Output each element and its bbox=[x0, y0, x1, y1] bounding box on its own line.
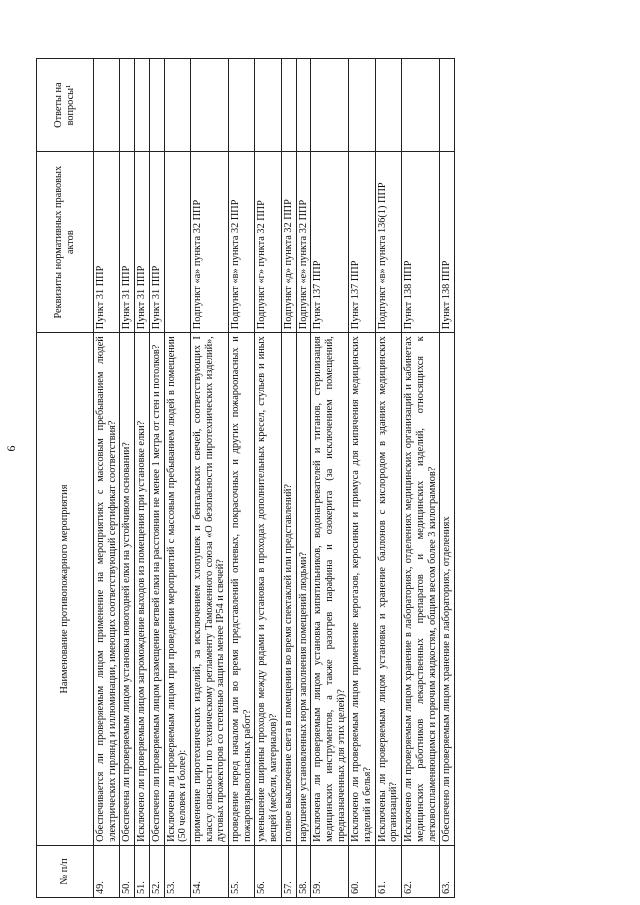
table-row bbox=[281, 59, 296, 898]
table-row bbox=[440, 59, 455, 898]
row-measure-name: Обеспечено ли проверяемым лицом хранение в лабораториях, отделениях bbox=[440, 333, 455, 846]
table-row bbox=[120, 59, 135, 898]
header-num: № п/п bbox=[37, 845, 94, 897]
table-row bbox=[296, 59, 311, 898]
row-number: 55. bbox=[229, 845, 255, 897]
row-number: 57. bbox=[281, 845, 296, 897]
row-answer-cell[interactable] bbox=[375, 59, 401, 152]
row-answer-cell[interactable] bbox=[94, 59, 120, 152]
row-legal-reference: Пункт 137 ППР bbox=[349, 152, 375, 333]
table-header-row bbox=[37, 59, 94, 898]
row-measure-name: нарушение установленных норм заполнения помещений людьми? bbox=[296, 333, 311, 846]
table-body bbox=[94, 59, 455, 898]
header-name: Наименование противопожарного мероприятия bbox=[37, 333, 94, 846]
row-number: 52. bbox=[149, 845, 164, 897]
table-row bbox=[375, 59, 401, 898]
row-measure-name: Исключены ли проверяемым лицом при проведении мероприятий с массовым пребыванием людей в помещении (50 человек и более): bbox=[164, 333, 190, 846]
checklist-table-sheet bbox=[36, 58, 612, 898]
header-answers: Ответы на вопросы¹ bbox=[37, 59, 94, 152]
row-number: 61. bbox=[375, 845, 401, 897]
row-measure-name: применение пиротехнических изделий, за исключением хлопушек и бенгальских свечей, соответствующих I классу опасности по техническому регламенту Таможенного союза «О безопасности пиротехнических изделий», дуговых прожекторов со степенью защиты менее IP54 и свечей? bbox=[190, 333, 228, 846]
table-row bbox=[190, 59, 228, 898]
row-measure-name: Исключено ли проверяемым лицом хранение в лабораториях, отделениях медицинских организаций и кабинетах медицинских работников лекарственных препаратов и медицинских изделий, относящихся к легковоспламеняющимся и горючим жидкостям, общим весом более 3 килограммов? bbox=[402, 333, 440, 846]
row-measure-name: Исключены ли проверяемым лицом установка и хранение баллонов с кислородом в зданиях медицинских организаций? bbox=[375, 333, 401, 846]
checklist-table bbox=[36, 58, 455, 898]
row-answer-cell[interactable] bbox=[311, 59, 349, 152]
row-number: 58. bbox=[296, 845, 311, 897]
row-answer-cell[interactable] bbox=[296, 59, 311, 152]
row-number: 60. bbox=[349, 845, 375, 897]
row-number: 59. bbox=[311, 845, 349, 897]
row-legal-reference: Подпункт «е» пункта 32 ППР bbox=[296, 152, 311, 333]
header-acts: Реквизиты нормативных правовых актов bbox=[37, 152, 94, 333]
row-measure-name: Обеспечена ли проверяемым лицом установка новогодней елки на устойчивом основании? bbox=[120, 333, 135, 846]
row-answer-cell[interactable] bbox=[349, 59, 375, 152]
row-number: 54. bbox=[190, 845, 228, 897]
page-number: 9 bbox=[4, 445, 19, 452]
row-answer-cell[interactable] bbox=[164, 59, 190, 152]
row-answer-cell[interactable] bbox=[135, 59, 150, 152]
row-legal-reference: Подпункт «в» пункта 32 ППР bbox=[229, 152, 255, 333]
row-measure-name: уменьшение ширины проходов между рядами и установка в проходах дополнительных кресел, стульев и иных вещей (мебели, материалов)? bbox=[255, 333, 281, 846]
row-number: 50. bbox=[120, 845, 135, 897]
table-row bbox=[149, 59, 164, 898]
row-measure-name: Исключено ли проверяемым лицом применение керогазов, керосинки и примуса для кипячения медицинских изделий и белья? bbox=[349, 333, 375, 846]
row-answer-cell[interactable] bbox=[402, 59, 440, 152]
row-measure-name: Исключена ли проверяемым лицом установка кипятильников, водонагревателей и титанов, стерилизация медицинских инструментов, а также разогрев парафина и озокерита (за исключением помещений, предназначенных для этих целей)? bbox=[311, 333, 349, 846]
row-measure-name: Исключено ли проверяемым лицом загромождение выходов из помещения при установке елки? bbox=[135, 333, 150, 846]
row-measure-name: полное выключение света в помещении во время спектаклей или представлений? bbox=[281, 333, 296, 846]
table-row bbox=[402, 59, 440, 898]
row-legal-reference: Пункт 31 ППР bbox=[94, 152, 120, 333]
row-legal-reference: Подпункт «г» пункта 32 ППР bbox=[255, 152, 281, 333]
row-number: 56. bbox=[255, 845, 281, 897]
table-row bbox=[311, 59, 349, 898]
row-legal-reference: Пункт 138 ППР bbox=[402, 152, 440, 333]
row-answer-cell[interactable] bbox=[120, 59, 135, 152]
row-number: 62. bbox=[402, 845, 440, 897]
row-legal-reference bbox=[164, 152, 190, 333]
row-answer-cell[interactable] bbox=[190, 59, 228, 152]
row-answer-cell[interactable] bbox=[440, 59, 455, 152]
table-row bbox=[164, 59, 190, 898]
row-answer-cell[interactable] bbox=[255, 59, 281, 152]
row-answer-cell[interactable] bbox=[149, 59, 164, 152]
table-row bbox=[94, 59, 120, 898]
table-row bbox=[255, 59, 281, 898]
row-legal-reference: Подпункт «а» пункта 32 ППР bbox=[190, 152, 228, 333]
row-measure-name: Обеспечено ли проверяемым лицом размещение ветвей елки на расстоянии не менее 1 метра от стен и потолков? bbox=[149, 333, 164, 846]
table-row bbox=[135, 59, 150, 898]
row-number: 53. bbox=[164, 845, 190, 897]
row-legal-reference: Пункт 31 ППР bbox=[120, 152, 135, 333]
row-answer-cell[interactable] bbox=[281, 59, 296, 152]
row-legal-reference: Пункт 31 ППР bbox=[135, 152, 150, 333]
row-legal-reference: Подпункт «в» пункта 136(1) ППР bbox=[375, 152, 401, 333]
row-legal-reference: Пункт 138 ППР bbox=[440, 152, 455, 333]
row-number: 51. bbox=[135, 845, 150, 897]
row-number: 49. bbox=[94, 845, 120, 897]
row-legal-reference: Пункт 137 ППР bbox=[311, 152, 349, 333]
row-measure-name: Обеспечивается ли проверяемым лицом применение на мероприятиях с массовым пребыванием людей электрических гирлянд и иллюминации, имеющих соответствующий сертификат соответствия? bbox=[94, 333, 120, 846]
table-row bbox=[229, 59, 255, 898]
row-answer-cell[interactable] bbox=[229, 59, 255, 152]
row-number: 63. bbox=[440, 845, 455, 897]
row-legal-reference: Подпункт «д» пункта 32 ППР bbox=[281, 152, 296, 333]
row-measure-name: проведение перед началом или во время представлений огневых, покрасочных и других пожароопасных и пожаровзрывоопасных работ? bbox=[229, 333, 255, 846]
table-row bbox=[349, 59, 375, 898]
row-legal-reference: Пункт 31 ППР bbox=[149, 152, 164, 333]
